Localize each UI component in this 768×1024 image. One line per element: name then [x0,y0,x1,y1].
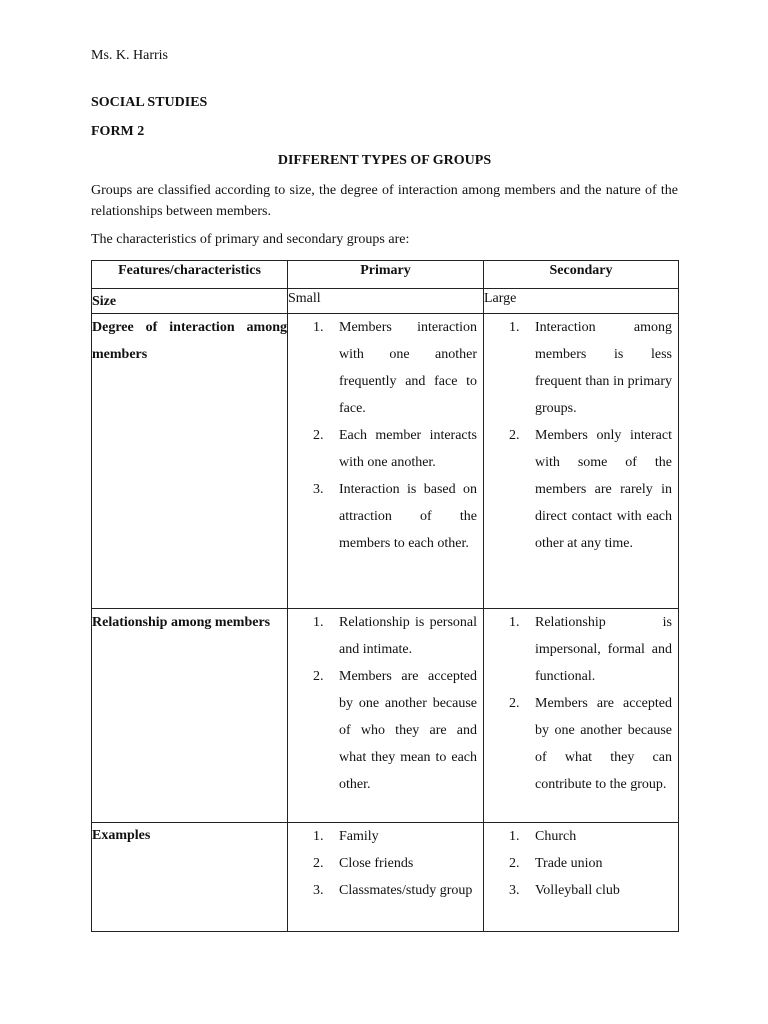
table-row-relationship [92,609,679,823]
list-text: Members interaction with one another frequently and face to face. [339,320,477,416]
list-number: 1. [313,829,324,844]
list-item [484,422,678,557]
list-item [288,663,483,798]
column-header-features: Features/characteristics [92,261,288,289]
row-label-degree-of-interaction: Degree of interaction among members [92,314,288,609]
primary-examples-cell [288,823,484,932]
column-header-secondary: Secondary [484,261,679,289]
row-label-size: Size [92,289,288,314]
primary-examples-list [288,823,483,904]
table-header-row [92,261,679,289]
list-item [484,877,678,904]
secondary-examples-cell [484,823,679,932]
list-number: 1. [313,320,324,335]
form-level: FORM 2 [91,124,145,139]
list-text: Trade union [535,856,603,871]
list-text: Members are accepted by one another because of what they can contribute to the group. [535,696,672,792]
list-text: Interaction is based on attraction of the members to each other. [339,482,477,551]
list-number: 3. [313,883,324,898]
list-number: 3. [509,883,520,898]
row-label-examples: Examples [92,823,288,932]
secondary-examples-list [484,823,678,904]
list-item [288,877,483,904]
list-item [484,823,678,850]
secondary-relationship-cell [484,609,679,823]
list-number: 2. [313,669,324,684]
list-item [288,823,483,850]
list-item [484,850,678,877]
list-text: Classmates/study group [339,883,473,898]
column-header-primary: Primary [288,261,484,289]
list-item [288,314,483,422]
list-number: 1. [313,615,324,630]
list-text: Interaction among members is less frequent than in primary groups. [535,320,672,416]
list-item [288,609,483,663]
list-item [288,476,483,557]
list-text: Church [535,829,577,844]
secondary-relationship-list [484,609,678,798]
list-text: Volleyball club [535,883,620,898]
row-label-relationship: Relationship among members [92,609,288,823]
list-text: Relationship is impersonal, formal and functional. [535,615,672,684]
list-item [484,690,678,798]
list-number: 2. [313,428,324,443]
list-number: 2. [509,696,520,711]
secondary-interaction-cell [484,314,679,609]
list-text: Members only interact with some of the members are rarely in direct contact with each other at any time. [535,428,672,551]
list-number: 2. [313,856,324,871]
list-text: Each member interacts with one another. [339,428,477,470]
list-text: Relationship is personal and intimate. [339,615,477,657]
list-item [484,314,678,422]
primary-relationship-list [288,609,483,798]
secondary-size-value: Large [484,289,679,314]
list-text: Members are accepted by one another because of who they are and what they mean to each other. [339,669,477,792]
secondary-interaction-list [484,314,678,557]
list-text: Family [339,829,379,844]
intro-paragraph: Groups are classified according to size, the degree of interaction among members and the nature of the relationships between members. [91,183,678,219]
list-number: 1. [509,320,520,335]
author-name: Ms. K. Harris [91,48,168,63]
document-title: DIFFERENT TYPES OF GROUPS [277,153,492,168]
primary-relationship-cell [288,609,484,823]
list-item [288,422,483,476]
list-item [484,609,678,690]
list-text: Close friends [339,856,414,871]
list-number: 1. [509,615,520,630]
list-number: 2. [509,856,520,871]
list-number: 1. [509,829,520,844]
list-item [288,850,483,877]
lead-sentence: The characteristics of primary and secondary groups are: [91,232,410,247]
groups-comparison-table [91,260,679,932]
list-number: 3. [313,482,324,497]
primary-interaction-list [288,314,483,557]
primary-size-value: Small [288,289,484,314]
table-row-size [92,289,679,314]
primary-interaction-cell [288,314,484,609]
list-number: 2. [509,428,520,443]
subject-heading: SOCIAL STUDIES [91,95,208,110]
table-row-examples [92,823,679,932]
table-row-degree-of-interaction [92,314,679,609]
